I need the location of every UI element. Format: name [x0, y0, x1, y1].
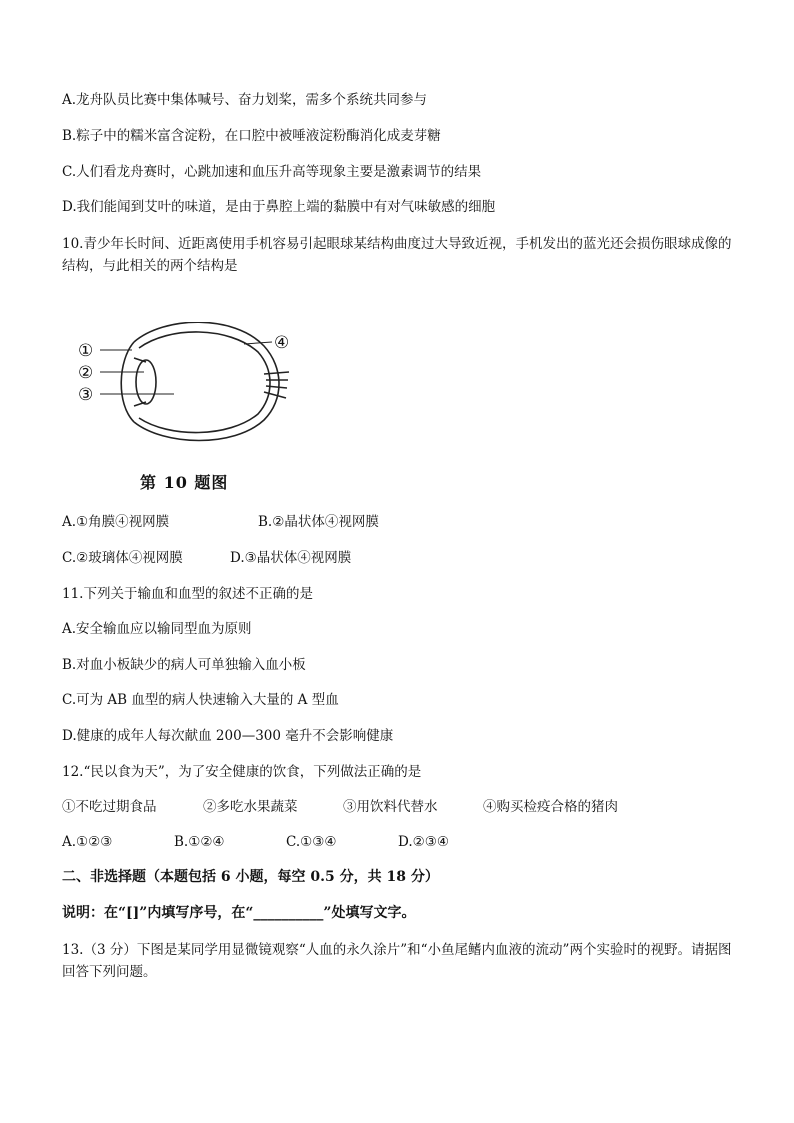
q10-option-c: C.②玻璃体④视网膜: [62, 550, 183, 566]
q11-option-c: C.可为 AB 血型的病人快速输入大量的 A 型血: [62, 692, 339, 708]
q12-item-2: ②多吃水果蔬菜: [203, 799, 298, 815]
label-3: ③: [78, 385, 94, 405]
q12-option-c: C.①③④: [286, 834, 337, 850]
q10-option-b: B.②晶状体④视网膜: [258, 514, 379, 530]
q12-option-b: B.①②④: [174, 834, 225, 850]
q10-stem: 10.青少年长时间、近距离使用手机容易引起眼球某结构曲度过大导致近视，手机发出的蓝光还会损伤眼球成像的结构，与此相关的两个结构是: [62, 236, 732, 274]
q9-option-c: C.人们看龙舟赛时，心跳加速和血压升高等现象主要是激素调节的结果: [62, 164, 482, 180]
q12-stem: 12.“民以食为天”，为了安全健康的饮食，下列做法正确的是: [62, 764, 422, 780]
q12-item-4: ④购买检疫合格的猪肉: [483, 799, 618, 815]
figure-caption: 第 10 题图: [140, 473, 229, 492]
section-title: 二、非选择题（本题包括 6 小题，每空 0.5 分，共 18 分）: [62, 869, 439, 885]
q9-option-d: D.我们能闻到艾叶的味道，是由于鼻腔上端的黏膜中有对气味敏感的细胞: [62, 199, 496, 215]
q12-option-a: A.①②③: [62, 834, 113, 850]
q10-option-a: A.①角膜④视网膜: [62, 514, 170, 530]
q10-option-d: D.③晶状体④视网膜: [230, 550, 352, 566]
q11-option-d: D.健康的成年人每次献血 200—300 毫升不会影响健康: [62, 728, 394, 744]
q12-option-d: D.②③④: [398, 834, 449, 850]
eye-diagram: [74, 322, 304, 442]
q13-stem: 13.（3 分）下图是某同学用显微镜观察“人血的永久涂片”和“小鱼尾鳍内血液的流动”两个实验时的视野。请据图回答下列问题。: [62, 942, 732, 980]
label-2: ②: [78, 363, 94, 383]
q9-option-b: B.粽子中的糯米富含淀粉，在口腔中被唾液淀粉酶消化成麦芽糖: [62, 128, 441, 144]
q12-item-1: ①不吃过期食品: [62, 799, 157, 815]
lens: [136, 360, 156, 404]
q11-option-a: A.安全输血应以输同型血为原则: [62, 621, 252, 637]
section-note: 说明：在“[]”内填写序号，在“__________”处填写文字。: [62, 905, 416, 921]
q11-stem: 11.下列关于输血和血型的叙述不正确的是: [62, 586, 313, 602]
q9-option-a: A.龙舟队员比赛中集体喊号、奋力划桨，需多个系统共同参与: [62, 92, 428, 108]
label-1: ①: [78, 341, 94, 361]
label-4: ④: [274, 333, 290, 353]
eyeball-inner-wall: [139, 332, 270, 433]
optic-nerve-upper: [264, 372, 289, 374]
q11-option-b: B.对血小板缺少的病人可单独输入血小板: [62, 657, 306, 673]
q12-item-3: ③用饮料代替水: [343, 799, 438, 815]
cornea: [121, 342, 134, 422]
